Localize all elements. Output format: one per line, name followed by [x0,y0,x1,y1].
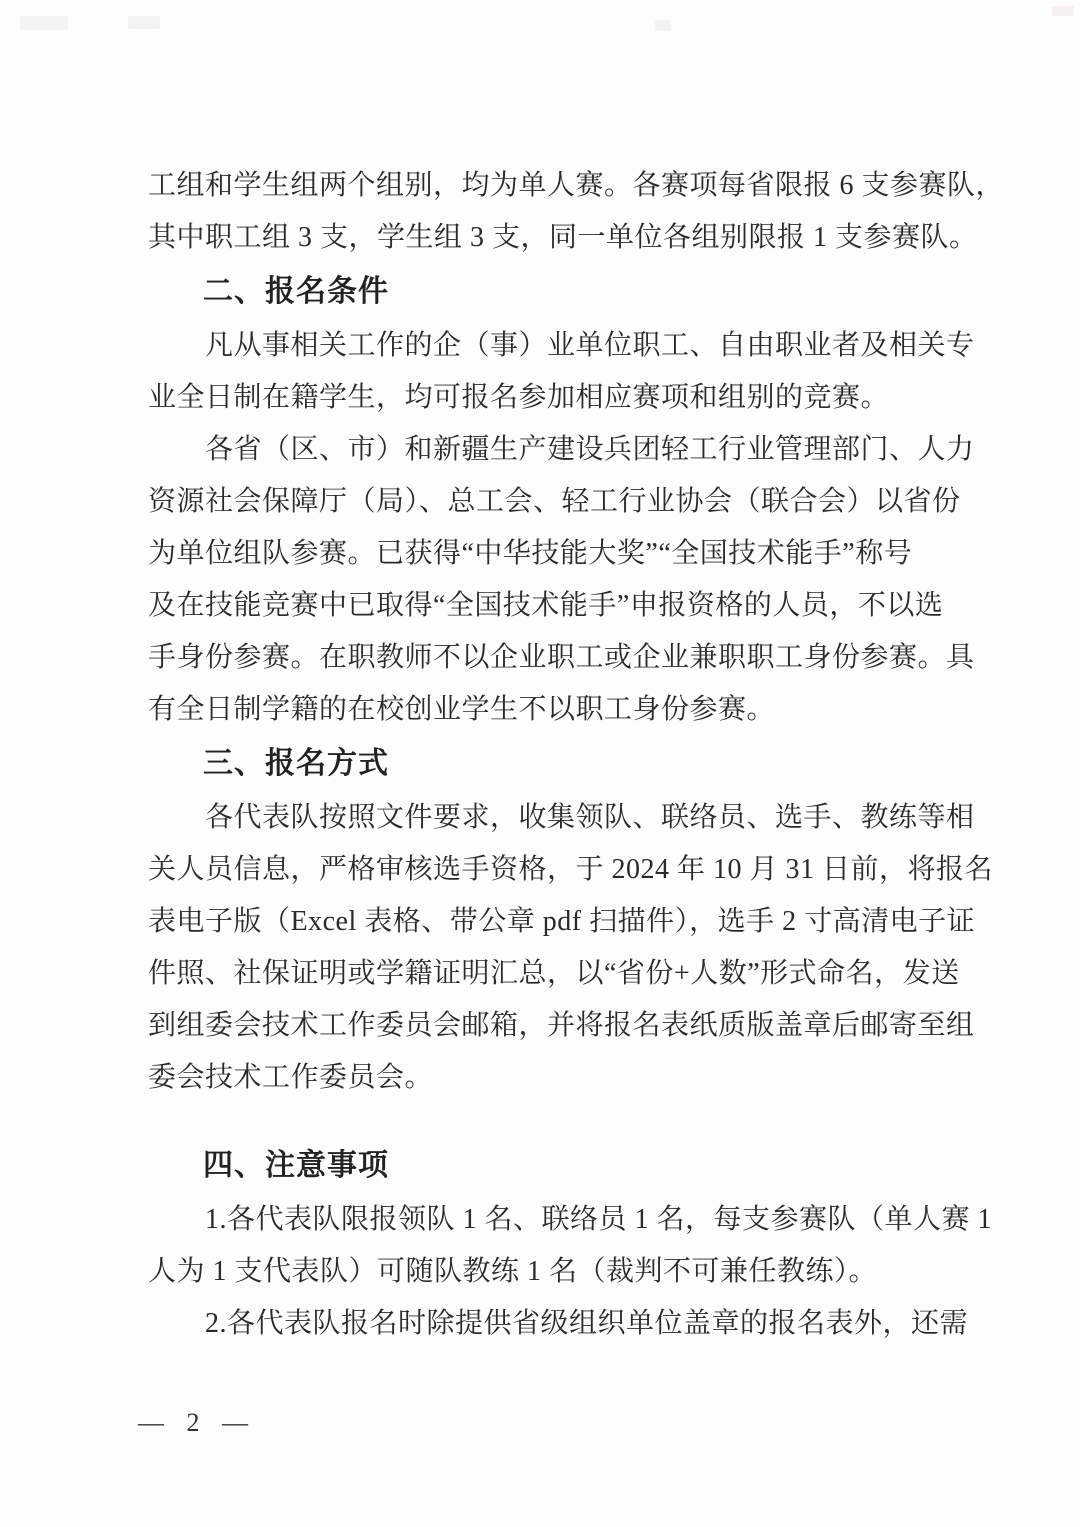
scan-smudge [128,16,160,29]
doc-line: 表电子版（Excel 表格、带公章 pdf 扫描件），选手 2 寸高清电子证 [148,906,976,937]
scan-smudge [20,16,68,30]
page-number: — 2 — [138,1408,256,1437]
doc-line: 及在技能竞赛中已取得“全国技术能手”申报资格的人员，不以选 [148,590,944,621]
scan-smudge [655,20,671,31]
doc-line: 人为 1 支代表队）可随队教练 1 名（裁判不可兼任教练）。 [148,1256,878,1287]
doc-line: 资源社会保障厅（局）、总工会、轻工行业协会（联合会）以省份 [148,486,961,517]
doc-line: 其中职工组 3 支，学生组 3 支，同一单位各组别限报 1 支参赛队。 [148,222,978,253]
doc-line: 各省（区、市）和新疆生产建设兵团轻工行业管理部门、人力 [205,434,975,465]
doc-line: 业全日制在籍学生，均可报名参加相应赛项和组别的竞赛。 [148,382,890,413]
doc-line: 件照、社保证明或学籍证明汇总，以“省份+人数”形式命名，发送 [148,958,960,989]
doc-line: 到组委会技术工作委员会邮箱，并将报名表纸质版盖章后邮寄至组 [148,1010,975,1041]
doc-line: 凡从事相关工作的企（事）业单位职工、自由职业者及相关专 [205,330,975,361]
doc-line: 委会技术工作委员会。 [148,1062,434,1093]
doc-line: 为单位组队参赛。已获得“中华技能大奖”“全国技术能手”称号 [148,538,913,569]
section-heading-2: 二、报名条件 [203,275,389,308]
doc-line: 2.各代表队报名时除提供省级组织单位盖章的报名表外，还需 [205,1308,969,1339]
document-body [148,160,1005,1350]
doc-line: 手身份参赛。在职教师不以企业职工或企业兼职职工身份参赛。具 [148,642,975,673]
doc-line: 工组和学生组两个组别，均为单人赛。各赛项每省限报 6 支参赛队， [148,170,1005,201]
doc-line: 各代表队按照文件要求，收集领队、联络员、选手、教练等相 [205,802,975,833]
section-heading-3: 三、报名方式 [203,747,389,780]
scan-smudge [1052,6,1074,16]
doc-line: 有全日制学籍的在校创业学生不以职工身份参赛。 [148,694,776,725]
section-heading-4: 四、注意事项 [203,1149,389,1182]
doc-line: 1.各代表队限报领队 1 名、联络员 1 名，每支参赛队（单人赛 1 [205,1204,993,1235]
doc-line: 关人员信息，严格审核选手资格，于 2024 年 10 月 31 日前，将报名 [148,854,994,885]
